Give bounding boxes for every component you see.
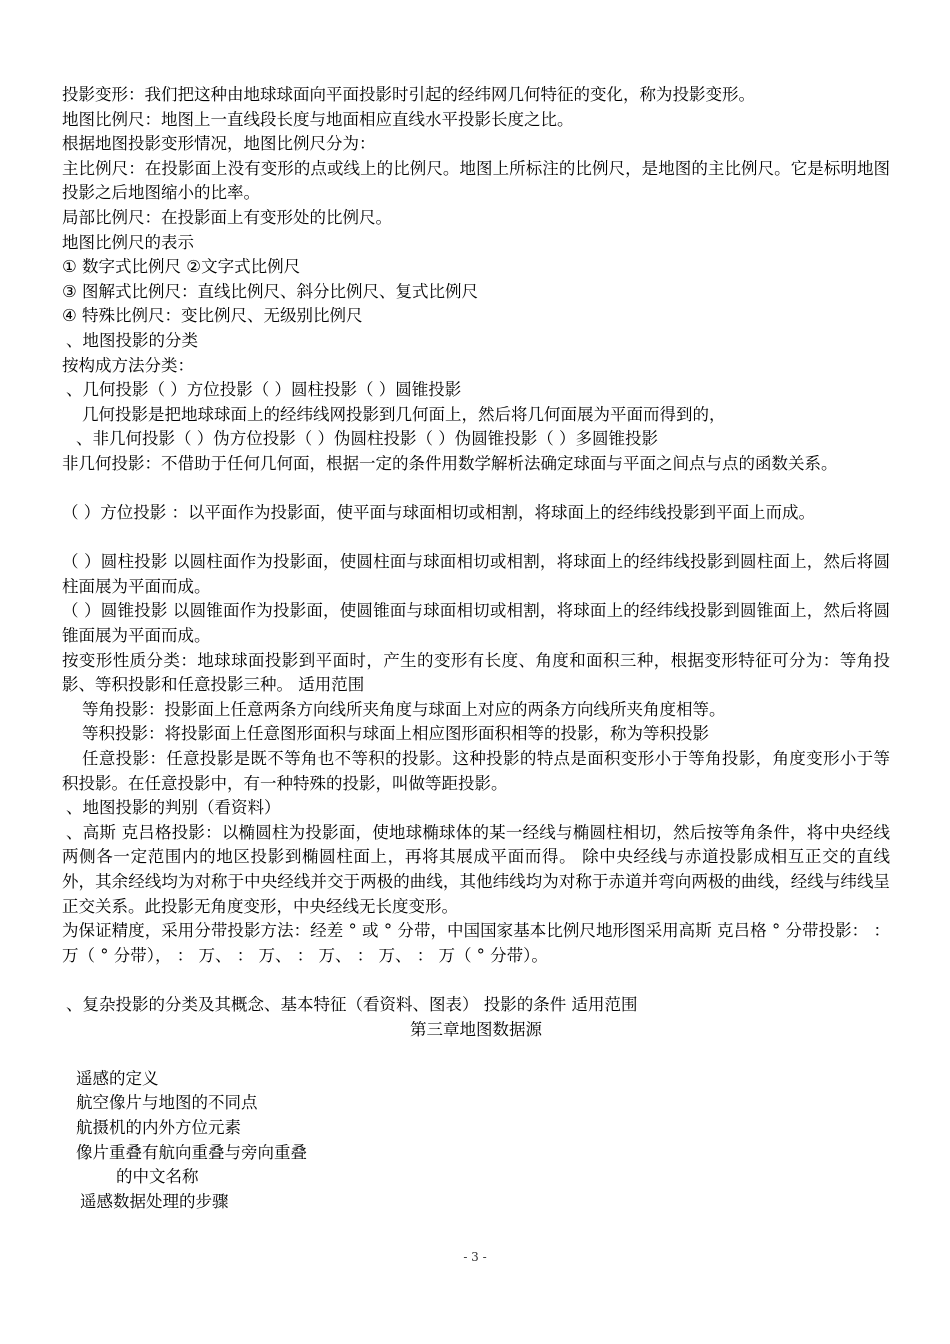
- heading-complex-projection: 、复杂投影的分类及其概念、基本特征（看资料、图表） 投影的条件 适用范围: [66, 995, 638, 1014]
- page-content: [62, 83, 890, 1214]
- paragraph-conic-projection: （ ）圆锥投影 以圆锥面作为投影面，使圆锥面与球面相切或相割，将球面上的经纬线投影到圆锥面上，然后将圆锥面展为平面而成。: [62, 601, 890, 646]
- paragraph-non-geometric-projection: 非几何投影：不借助于任何几何面，根据一定的条件用数学解析法确定球面与平面之间点与点的函数关系。: [62, 453, 838, 473]
- paragraph-conformal-projection: 等角投影：投影面上任意两条方向线所夹角度与球面上对应的两条方向线所夹角度相等。: [82, 699, 726, 719]
- paragraph-azimuthal-projection: （ ）方位投影 ：以平面作为投影面，使平面与球面相切或相割，将球面上的经纬线投影到平面上而成。: [62, 503, 815, 523]
- paragraph-projection-deformation: 投影变形：我们把这种由地球球面向平面投影时引起的经纬网几何特征的变化，称为投影变形。: [62, 85, 755, 104]
- paragraph-by-deformation: 按变形性质分类：地球球面投影到平面时，产生的变形有长度、角度和面积三种，根据变形特征可分为：等角投影、等积投影和任意投影三种。 适用范围: [62, 650, 890, 695]
- paragraph-equal-area-projection: 等积投影：将投影面上任意图形面积与球面上相应图形面积相等的投影，称为等积投影: [82, 724, 709, 744]
- heading-projection-identification: 、地图投影的判别（看资料）: [66, 798, 281, 818]
- list-item-photo-overlap: 像片重叠有航向重叠与旁向重叠: [76, 1142, 307, 1162]
- list-item-aerial-photo-vs-map: 航空像片与地图的不同点: [76, 1093, 258, 1113]
- chapter-title: 第三章地图数据源: [410, 1019, 542, 1039]
- paragraph-local-scale: 局部比例尺：在投影面上有变形处的比例尺。: [62, 207, 392, 227]
- list-item-camera-orientation: 航摄机的内外方位元素: [76, 1117, 241, 1137]
- list-item-remote-sensing-processing: 遥感数据处理的步骤: [80, 1191, 229, 1211]
- list-item-scale-3: ③ 图解式比例尺：直线比例尺、斜分比例尺、复式比例尺: [62, 281, 479, 301]
- paragraph-cylindrical-projection: （ ）圆柱投影 以圆柱面作为投影面，使圆柱面与球面相切或相割，将球面上的经纬线投影到圆柱面上，然后将圆柱面展为平面而成。: [62, 552, 890, 596]
- paragraph-map-scale: 地图比例尺：地图上一直线段长度与地面相应直线水平投影长度之比。: [62, 109, 574, 129]
- list-item-geometric-projection: 、几何投影（ ）方位投影（ ）圆柱投影（ ）圆锥投影: [66, 380, 462, 400]
- paragraph-geometric-projection: 几何投影是把地球球面上的经纬线网投影到几何面上，然后将几何面展为平面而得到的，: [82, 404, 726, 424]
- list-item-non-geometric-projection: 、非几何投影（ ）伪方位投影（ ）伪圆柱投影（ ）伪圆锥投影（ ）多圆锥投影: [76, 429, 658, 449]
- heading-scale-representation: 地图比例尺的表示: [62, 232, 194, 252]
- list-item-remote-sensing-definition: 遥感的定义: [76, 1068, 159, 1088]
- paragraph-gauss-kruger: 、高斯 克吕格投影：以椭圆柱为投影面，使地球椭球体的某一经线与椭圆柱相切，然后按等角条件，将中央经线两侧各一定范围内的地区投影到椭圆柱面上，再将其展成平面而得。 除中央经线与赤道投影成相互正交的直线外，其余经线均为对称于中央经线并交于两极的曲线，其他纬线均为对称于赤道并弯向两极的曲线，经线与纬线呈正交关系。此投影无角度变形，中央经线无长度变形。: [62, 822, 890, 916]
- list-item-scale-1-2: ① 数字式比例尺 ②文字式比例尺: [62, 257, 301, 277]
- list-item-scale-4: ④ 特殊比例尺：变比例尺、无级别比例尺: [62, 306, 363, 326]
- paragraph-main-scale: 主比例尺：在投影面上没有变形的点或线上的比例尺。地图上所标注的比例尺，是地图的主比例尺。它是标明地图投影之后地图缩小的比率。: [62, 158, 890, 203]
- list-item-chinese-name: 的中文名称: [116, 1167, 199, 1187]
- paragraph-arbitrary-projection: 任意投影：任意投影是既不等角也不等积的投影。这种投影的特点是面积变形小于等角投影，角度变形小于等积投影。在任意投影中，有一种特殊的投影，叫做等距投影。: [62, 749, 890, 793]
- paragraph-zoning-method: 为保证精度，采用分带投影方法：经差 ° 或 ° 分带，中国国家基本比例尺地形图采用高斯 克吕格 ° 分带投影： ： 万（ ° 分带）， ： 万、 ： 万、 ： 万、 ： 万、 ： 万（ ° 分带）。: [62, 921, 890, 965]
- heading-by-construction: 按构成方法分类：: [62, 355, 194, 375]
- paragraph-scale-types-intro: 根据地图投影变形情况，地图比例尺分为：: [62, 134, 376, 154]
- blank-line: [62, 1042, 890, 1067]
- page-number: - 3 -: [463, 1250, 487, 1264]
- heading-projection-classification: 、地图投影的分类: [66, 330, 198, 350]
